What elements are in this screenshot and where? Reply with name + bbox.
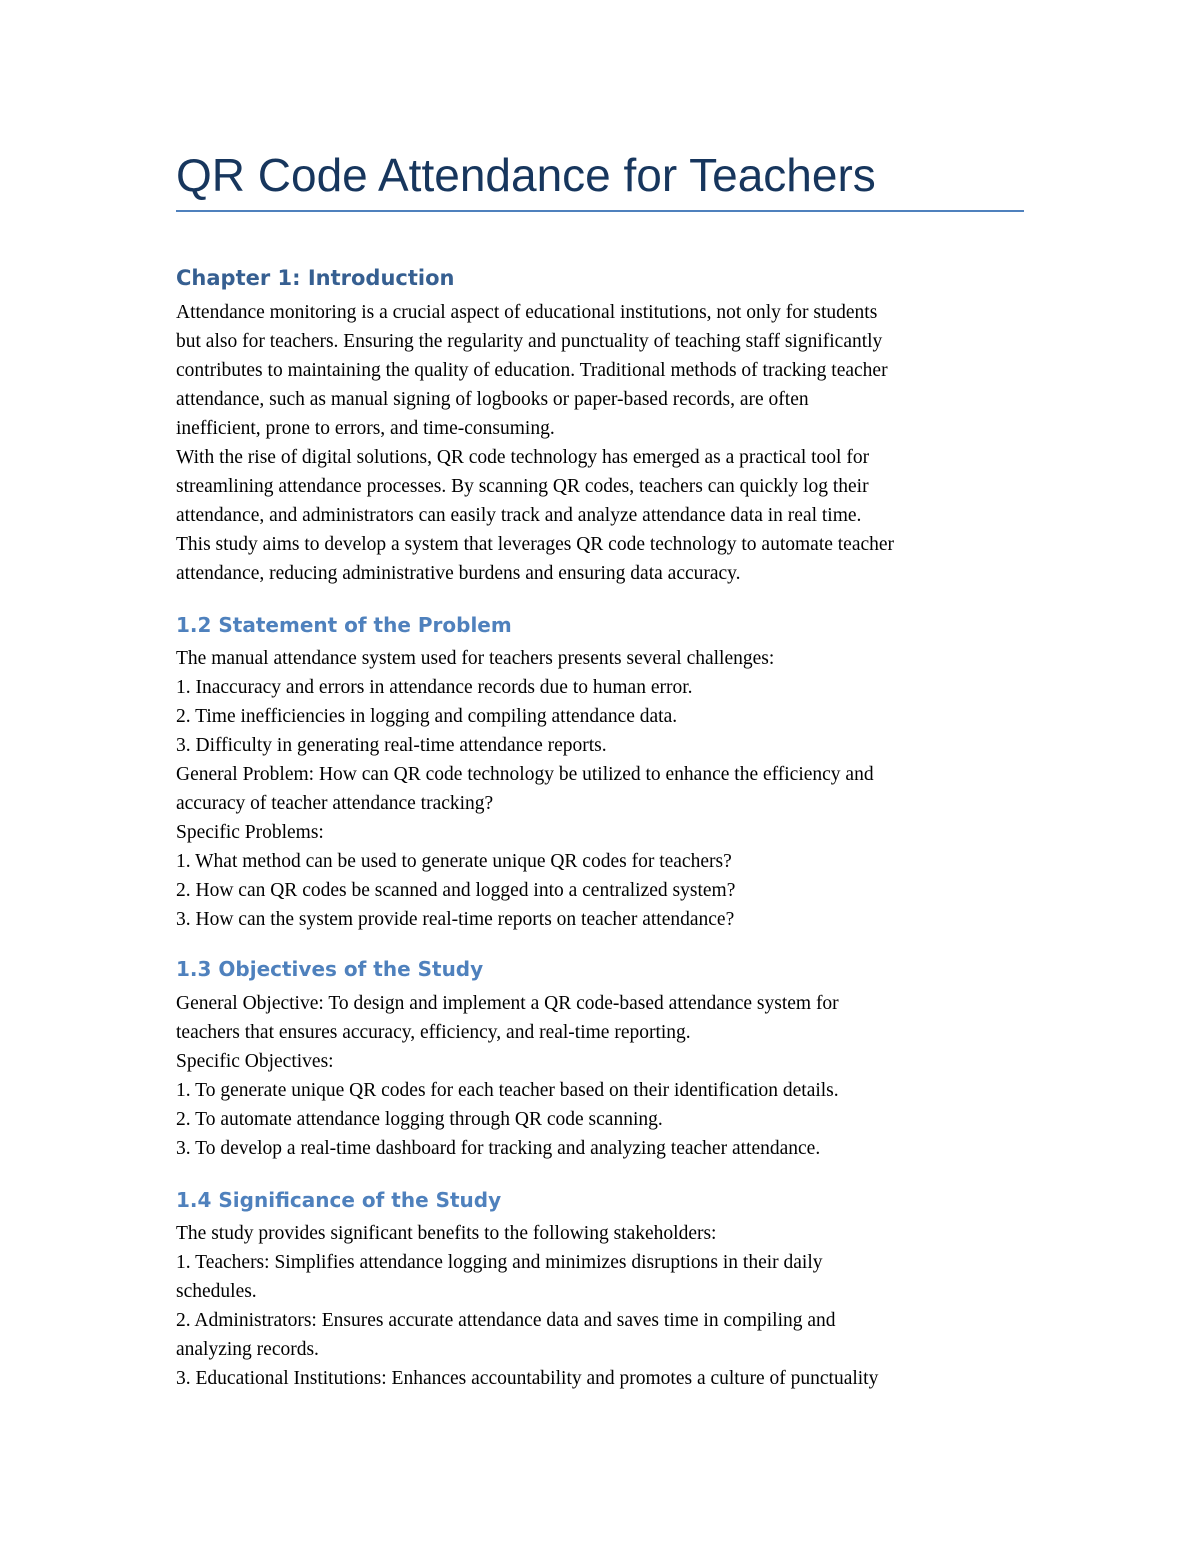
document-title: QR Code Attendance for Teachers — [176, 149, 876, 201]
section-heading-significance: 1.4 Significance of the Study — [176, 1188, 502, 1212]
text-line: streamlining attendance processes. By scanning QR codes, teachers can quickly log their — [176, 476, 869, 498]
text-line: 1. What method can be used to generate unique QR codes for teachers? — [176, 851, 732, 873]
text-line: 3. How can the system provide real-time reports on teacher attendance? — [176, 909, 735, 931]
text-line: The manual attendance system used for teachers presents several challenges: — [176, 648, 775, 669]
text-line: attendance, reducing administrative burdens and ensuring data accuracy. — [176, 563, 741, 585]
title-underline — [176, 210, 1024, 212]
text-line: General Problem: How can QR code technology be utilized to enhance the efficiency and — [176, 764, 874, 786]
text-line: General Objective: To design and implement a QR code-based attendance system for — [176, 993, 839, 1014]
text-line: Attendance monitoring is a crucial aspect of educational institutions, not only for students — [176, 302, 878, 323]
text-line: 3. To develop a real-time dashboard for tracking and analyzing teacher attendance. — [176, 1138, 821, 1160]
section-body-problem — [176, 644, 1036, 934]
text-line: attendance, such as manual signing of logbooks or paper-based records, are often — [176, 389, 809, 411]
text-line: 2. Administrators: Ensures accurate attendance data and saves time in compiling and — [176, 1310, 836, 1332]
text-line: 3. Difficulty in generating real-time attendance reports. — [176, 735, 607, 757]
text-line: contributes to maintaining the quality of education. Traditional methods of tracking teacher — [176, 360, 888, 382]
section-body-objectives — [176, 989, 1036, 1163]
text-line: but also for teachers. Ensuring the regularity and punctuality of teaching staff significantly — [176, 331, 883, 353]
text-line: accuracy of teacher attendance tracking? — [176, 793, 494, 815]
text-line: 1. To generate unique QR codes for each teacher based on their identification details. — [176, 1080, 839, 1102]
text-line: attendance, and administrators can easily track and analyze attendance data in real time. — [176, 505, 862, 527]
text-line: 3. Educational Institutions: Enhances accountability and promotes a culture of punctuality — [176, 1368, 879, 1390]
chapter-heading: Chapter 1: Introduction — [176, 266, 455, 290]
text-line: Specific Objectives: — [176, 1051, 334, 1073]
text-line: With the rise of digital solutions, QR code technology has emerged as a practical tool for — [176, 447, 870, 469]
text-line: 2. Time inefficiencies in logging and compiling attendance data. — [176, 706, 678, 728]
section-body-intro — [176, 298, 1036, 588]
text-line: The study provides significant benefits to the following stakeholders: — [176, 1223, 717, 1244]
text-line: Specific Problems: — [176, 822, 324, 844]
text-line: 1. Inaccuracy and errors in attendance records due to human error. — [176, 677, 693, 699]
text-line: This study aims to develop a system that leverages QR code technology to automate teacher — [176, 534, 895, 556]
text-line: 1. Teachers: Simplifies attendance logging and minimizes disruptions in their daily — [176, 1252, 823, 1274]
text-line: teachers that ensures accuracy, efficiency, and real-time reporting. — [176, 1022, 691, 1044]
text-line: inefficient, prone to errors, and time-consuming. — [176, 418, 555, 440]
section-body-significance — [176, 1219, 1036, 1393]
text-line: schedules. — [176, 1281, 257, 1303]
text-line: 2. How can QR codes be scanned and logged into a centralized system? — [176, 880, 736, 902]
text-line: 2. To automate attendance logging through QR code scanning. — [176, 1109, 663, 1131]
section-heading-problem: 1.2 Statement of the Problem — [176, 613, 512, 637]
section-heading-objectives: 1.3 Objectives of the Study — [176, 957, 484, 981]
text-line: analyzing records. — [176, 1339, 319, 1361]
